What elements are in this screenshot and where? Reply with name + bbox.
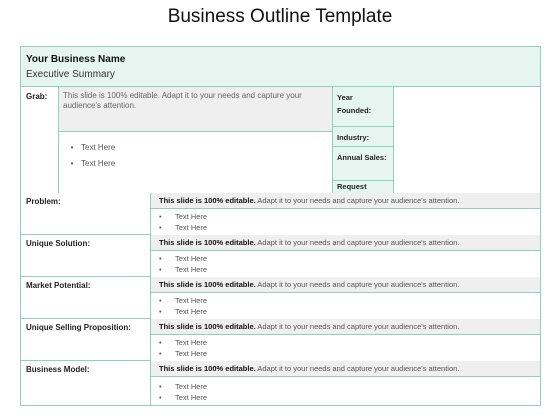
row-bullets[interactable] — [151, 335, 540, 361]
bullet-icon: • — [70, 142, 74, 152]
row-rest: Adapt it to your needs and capture your audience's attention. — [255, 364, 460, 373]
row-label: Problem: — [21, 193, 151, 234]
row-lead: This slide is 100% editable. — [159, 196, 256, 205]
company-info-column — [333, 87, 394, 193]
list-item-text: Text Here — [175, 307, 208, 316]
outline-row-problem — [21, 193, 540, 235]
bullet-icon: • — [159, 254, 162, 263]
row-description[interactable] — [151, 193, 540, 209]
info-label-text: Year Founded: — [337, 93, 372, 115]
row-bullets[interactable] — [151, 251, 540, 277]
list-item — [159, 381, 532, 392]
industry-label[interactable] — [333, 127, 394, 147]
list-item-text: Text Here — [175, 296, 208, 305]
page-title: Business Outline Template — [167, 6, 393, 27]
row-lead: This slide is 100% editable. — [159, 238, 256, 247]
bullet-icon: • — [159, 296, 162, 305]
outline-row-unique-solution — [21, 235, 540, 277]
outline-row-unique-selling-proposition — [21, 319, 540, 361]
list-item-text: Text Here — [81, 142, 116, 152]
bullet-icon: • — [159, 265, 162, 274]
list-item — [159, 306, 532, 317]
info-label-text: Industry: — [337, 133, 370, 142]
list-item-text: Text Here — [81, 158, 116, 168]
list-item — [159, 253, 532, 264]
list-item — [159, 222, 532, 233]
grab-label-cell — [21, 87, 59, 193]
bullet-icon: • — [159, 349, 162, 358]
bullet-icon: • — [159, 393, 162, 402]
list-item-text: Text Here — [175, 382, 208, 391]
bullet-icon: • — [159, 223, 162, 232]
row-label: Unique Solution: — [21, 235, 151, 276]
annual-sales-label[interactable] — [333, 147, 394, 181]
grab-bullets[interactable] — [59, 132, 333, 193]
row-bullets[interactable] — [151, 377, 540, 405]
list-item — [159, 348, 532, 359]
grab-label: Grab: — [26, 92, 48, 101]
list-item-text: Text Here — [175, 393, 208, 402]
row-label: Market Potential: — [21, 277, 151, 318]
list-item — [159, 211, 532, 222]
outline-row-market-potential — [21, 277, 540, 319]
row-label: Business Model: — [21, 361, 151, 405]
outline-row-business-model — [21, 361, 540, 405]
row-description[interactable] — [151, 361, 540, 377]
list-item — [63, 155, 328, 171]
bullet-icon: • — [159, 382, 162, 391]
business-name[interactable]: Your Business Name — [26, 54, 126, 65]
list-item-text: Text Here — [175, 254, 208, 263]
list-item-text: Text Here — [175, 265, 208, 274]
row-description[interactable] — [151, 235, 540, 251]
list-item — [159, 264, 532, 275]
row-label: Unique Selling Proposition: — [21, 319, 151, 360]
info-label-text: Request — [337, 182, 367, 191]
list-item-text: Text Here — [175, 223, 208, 232]
row-lead: This slide is 100% editable. — [159, 322, 256, 331]
row-lead: This slide is 100% editable. — [159, 364, 256, 373]
executive-summary-label: Executive Summary — [26, 69, 115, 80]
list-item — [63, 139, 328, 155]
list-item-text: Text Here — [175, 349, 208, 358]
business-header — [21, 47, 540, 87]
list-item — [159, 337, 532, 348]
request-label[interactable] — [333, 181, 394, 193]
row-rest: Adapt it to your needs and capture your audience's attention. — [255, 196, 460, 205]
outline-table — [20, 46, 541, 406]
bullet-icon: • — [159, 212, 162, 221]
info-label-text: Annual Sales: — [337, 153, 387, 162]
row-description[interactable] — [151, 319, 540, 335]
row-bullets[interactable] — [151, 209, 540, 235]
list-item — [159, 392, 532, 403]
list-item — [159, 295, 532, 306]
list-item-text: Text Here — [175, 212, 208, 221]
list-item-text: Text Here — [175, 338, 208, 347]
row-rest: Adapt it to your needs and capture your audience's attention. — [255, 280, 460, 289]
row-lead: This slide is 100% editable. — [159, 280, 256, 289]
grab-description[interactable]: This slide is 100% editable. Adapt it to your needs and capture your audience's attention. — [59, 87, 333, 132]
year-founded-label[interactable] — [333, 87, 394, 127]
row-rest: Adapt it to your needs and capture your audience's attention. — [255, 322, 460, 331]
bullet-icon: • — [159, 338, 162, 347]
row-description[interactable] — [151, 277, 540, 293]
bullet-icon: • — [159, 307, 162, 316]
row-rest: Adapt it to your needs and capture your audience's attention. — [255, 238, 460, 247]
row-bullets[interactable] — [151, 293, 540, 319]
bullet-icon: • — [70, 158, 74, 168]
